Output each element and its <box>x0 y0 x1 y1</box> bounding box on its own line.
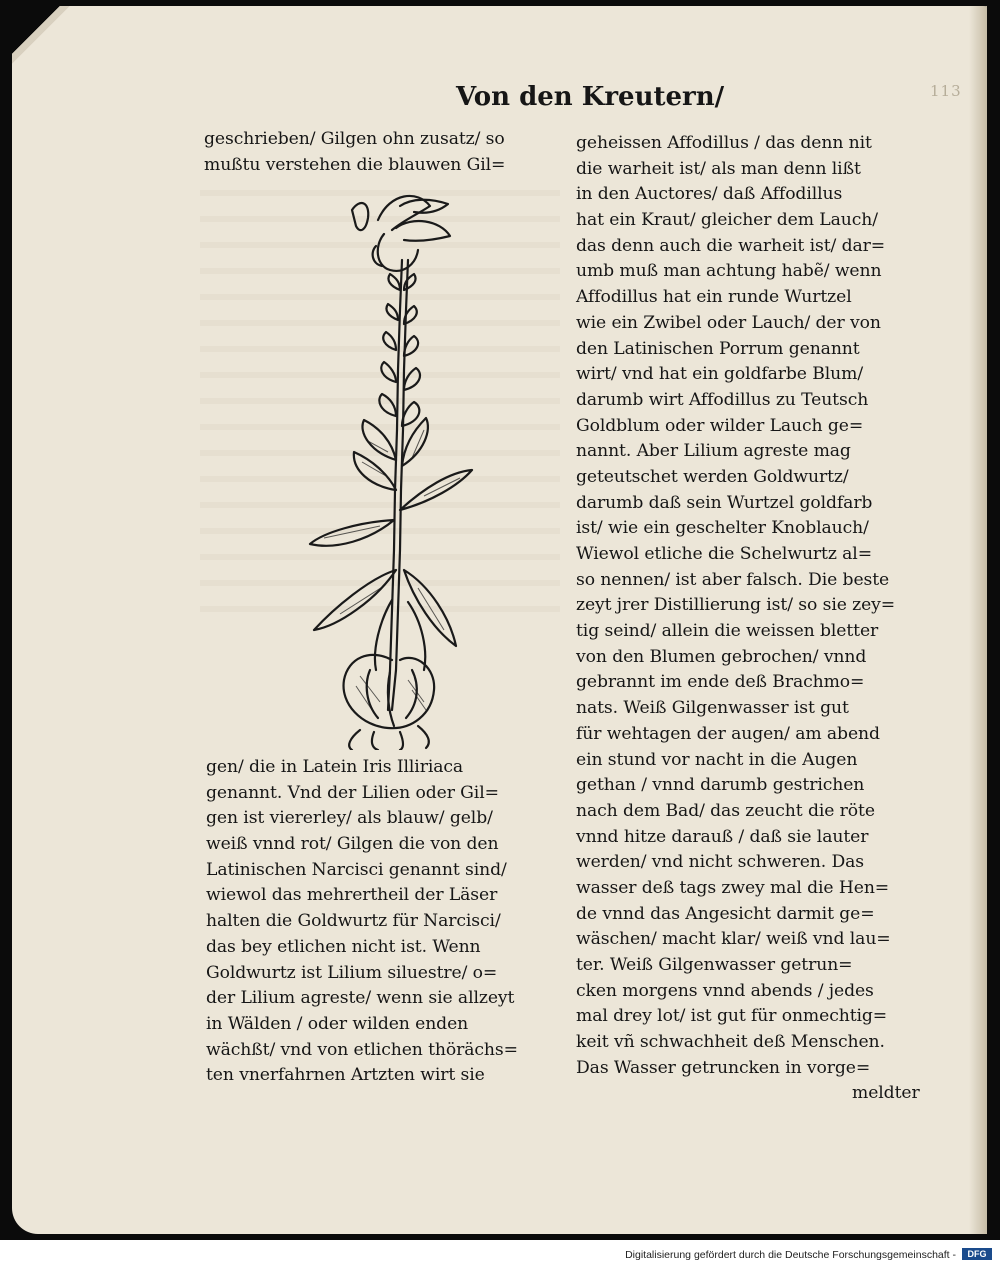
text-line: mußtu verstehen die blauwen Gil= <box>204 154 506 175</box>
text-line: darumb daß sein Wurtzel goldfarb <box>576 492 873 513</box>
text-line: Das Wasser getruncken in vorge= <box>576 1057 871 1078</box>
text-line: mal drey lot/ ist gut für onmechtig= <box>576 1006 888 1027</box>
text-line: tig seind/ allein die weissen bletter <box>576 621 879 642</box>
catchword: meldter <box>852 1083 920 1104</box>
text-line: von den Blumen gebrochen/ vnnd <box>576 646 867 667</box>
text-line: geschrieben/ Gilgen ohn zusatz/ so <box>204 129 505 149</box>
text-line: hat ein Kraut/ gleicher dem Lauch/ <box>576 210 878 231</box>
text-line: gen/ die in Latein Iris Illiriaca <box>206 757 464 777</box>
text-line: nannt. Aber Lilium agreste mag <box>576 441 851 462</box>
text-line: Goldwurtz ist Lilium siluestre/ o= <box>206 962 498 983</box>
text-line: darumb wirt Affodillus zu Teutsch <box>576 389 869 410</box>
text-line: in den Auctores/ daß Affodillus <box>576 184 843 205</box>
text-line: den Latinischen Porrum genannt <box>576 338 860 359</box>
text-line: ist/ wie ein geschelter Knoblauch/ <box>576 518 869 539</box>
text-line: das denn auch die warheit ist/ dar= <box>576 235 886 256</box>
left-column-bottom <box>206 755 564 1089</box>
page-edge-shadow <box>969 6 987 1234</box>
text-line: gen ist viererley/ als blauw/ gelb/ <box>206 808 493 829</box>
text-line: Latinischen Narcisci genannt sind/ <box>206 859 507 880</box>
text-line: werden/ vnd nicht schweren. Das <box>576 852 865 873</box>
text-line: wiewol das mehrertheil der Läser <box>206 885 498 906</box>
text-line: so nennen/ ist aber falsch. Die beste <box>576 569 890 590</box>
text-line: zeyt jrer Distillierung ist/ so sie zey= <box>576 595 896 616</box>
left-column-top <box>204 127 562 178</box>
text-line: in Wälden / oder wilden enden <box>206 1013 469 1034</box>
text-line: für wehtagen der augen/ am abend <box>576 723 880 744</box>
text-line: wäschen/ macht klar/ weiß vnd lau= <box>576 929 891 950</box>
right-column <box>576 131 946 1107</box>
funding-credit: Digitalisierung gefördert durch die Deutsche Forschungsgemeinschaft - <box>625 1249 956 1261</box>
text-line: gethan / vnnd darumb gestrichen <box>576 775 865 796</box>
text-line: ter. Weiß Gilgenwasser getrun= <box>576 955 853 975</box>
text-line: gebrannt im ende deß Brachmo= <box>576 672 865 693</box>
text-line: Wiewol etliche die Schelwurtz al= <box>576 544 872 564</box>
text-line: halten die Goldwurtz für Narcisci/ <box>206 911 501 932</box>
text-line: keit vñ schwachheit deß Menschen. <box>576 1032 885 1053</box>
text-line: wächßt/ vnd von etlichen thörächs= <box>206 1039 518 1060</box>
text-line: nach dem Bad/ das zeucht die röte <box>576 800 875 821</box>
text-line: genannt. Vnd der Lilien oder Gil= <box>206 782 499 803</box>
dfg-logo[interactable]: DFG <box>962 1248 992 1260</box>
text-line: wirt/ vnd hat ein goldfarbe Blum/ <box>576 364 864 385</box>
text-line: geteutschet werden Goldwurtz/ <box>576 466 849 487</box>
woodcut-lily-illustration <box>300 190 480 750</box>
text-line: wasser deß tags zwey mal die Hen= <box>576 877 890 898</box>
text-line: ein stund vor nacht in die Augen <box>576 749 858 770</box>
text-line: Affodillus hat ein runde Wurtzel <box>576 287 852 308</box>
text-line: geheissen Affodillus / das denn nit <box>576 133 872 153</box>
text-line: nats. Weiß Gilgenwasser ist gut <box>576 698 849 719</box>
text-line: wie ein Zwibel oder Lauch/ der von <box>576 312 881 333</box>
text-line: weiß vnnd rot/ Gilgen die von den <box>206 834 499 855</box>
text-line: das bey etlichen nicht ist. Wenn <box>206 936 481 957</box>
text-line: die warheit ist/ als man denn lißt <box>576 158 861 179</box>
running-head: Von den Kreutern/ <box>456 82 725 112</box>
text-line: Goldblum oder wilder Lauch ge= <box>576 415 864 436</box>
text-line: vnnd hitze darauß / daß sie lauter <box>576 826 869 847</box>
text-line: ten vnerfahrnen Artzten wirt sie <box>206 1065 485 1086</box>
text-line: de vnnd das Angesicht darmit ge= <box>576 903 875 924</box>
page-corner-fold <box>12 6 72 66</box>
text-line: umb muß man achtung habẽ/ wenn <box>576 261 882 282</box>
text-line: der Lilium agreste/ wenn sie allzeyt <box>206 988 515 1009</box>
page-number: 113 <box>930 82 962 100</box>
text-line: cken morgens vnnd abends / jedes <box>576 980 874 1001</box>
